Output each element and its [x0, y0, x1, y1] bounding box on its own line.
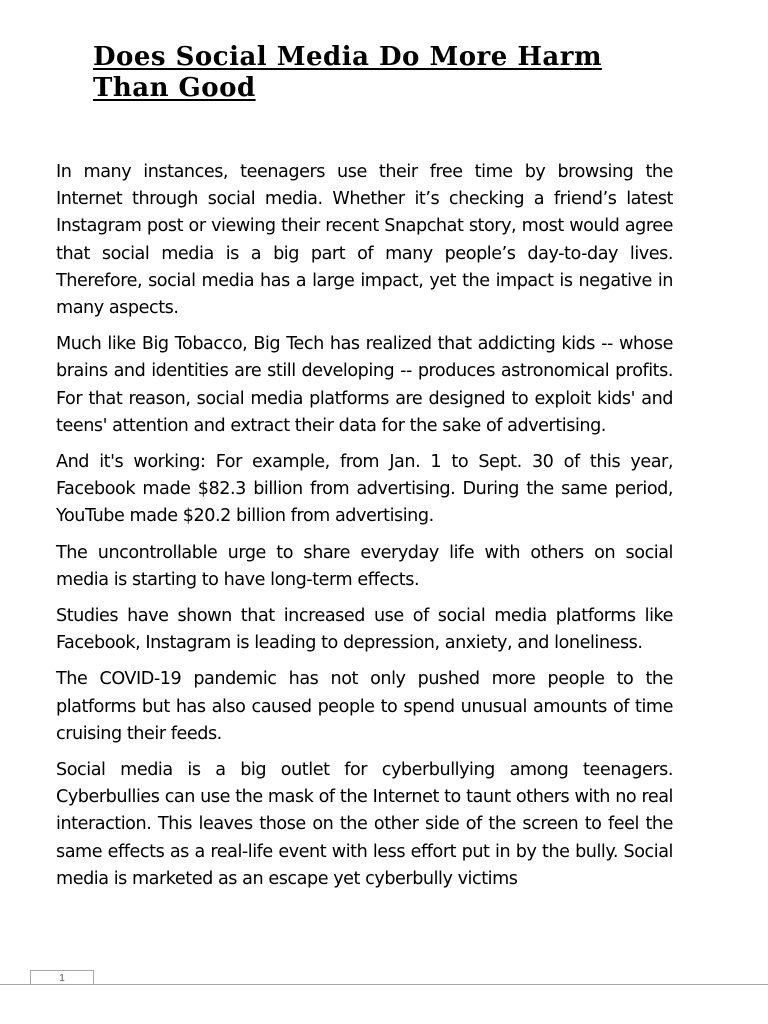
paragraph-1: In many instances, teenagers use their free time by browsing the Internet through social media. Whether it’s checking a friend’s latest Instagram post or viewing their recent Snapchat story, most would agree that social media is a big part of many people’s day-to-day lives. Therefore, social media has a large impact, yet the impact is negative in many aspects.	[56, 162, 673, 319]
paragraph-3: And it's working: For example, from Jan. 1 to Sept. 30 of this year, Facebook made $82.3 billion from advertising. During the same period, YouTube made $20.2 billion from advertising.	[56, 452, 673, 527]
page-number: 1	[59, 973, 65, 984]
paragraph-5: Studies have shown that increased use of social media platforms like Facebook, Instagram is leading to depression, anxiety, and loneliness.	[56, 606, 673, 654]
paragraph-7: Social media is a big outlet for cyberbullying among teenagers. Cyberbullies can use the mask of the Internet to taunt others with no real interaction. This leaves those on the other side of the screen to feel the same effects as a real-life event with less effort put in by the bully. Social media is marketed as an escape yet cyberbully victims	[56, 760, 673, 889]
paragraph-6: The COVID-19 pandemic has not only pushed more people to the platforms but has also caused people to spend unusual amounts of time cruising their feeds.	[56, 669, 673, 744]
footer-divider	[0, 984, 768, 985]
paragraph-4: The uncontrollable urge to share everyday life with others on social media is starting to have long-term effects.	[56, 542, 673, 590]
document-body	[56, 159, 673, 902]
document-title: Does Social Media Do More Harm Than Good	[93, 42, 602, 103]
paragraph-2: Much like Big Tobacco, Big Tech has realized that addicting kids -- whose brains and identities are still developing -- produces astronomical profits. For that reason, social media platforms are designed to exploit kids' and teens' attention and extract their data for the sake of advertising.	[56, 334, 673, 436]
